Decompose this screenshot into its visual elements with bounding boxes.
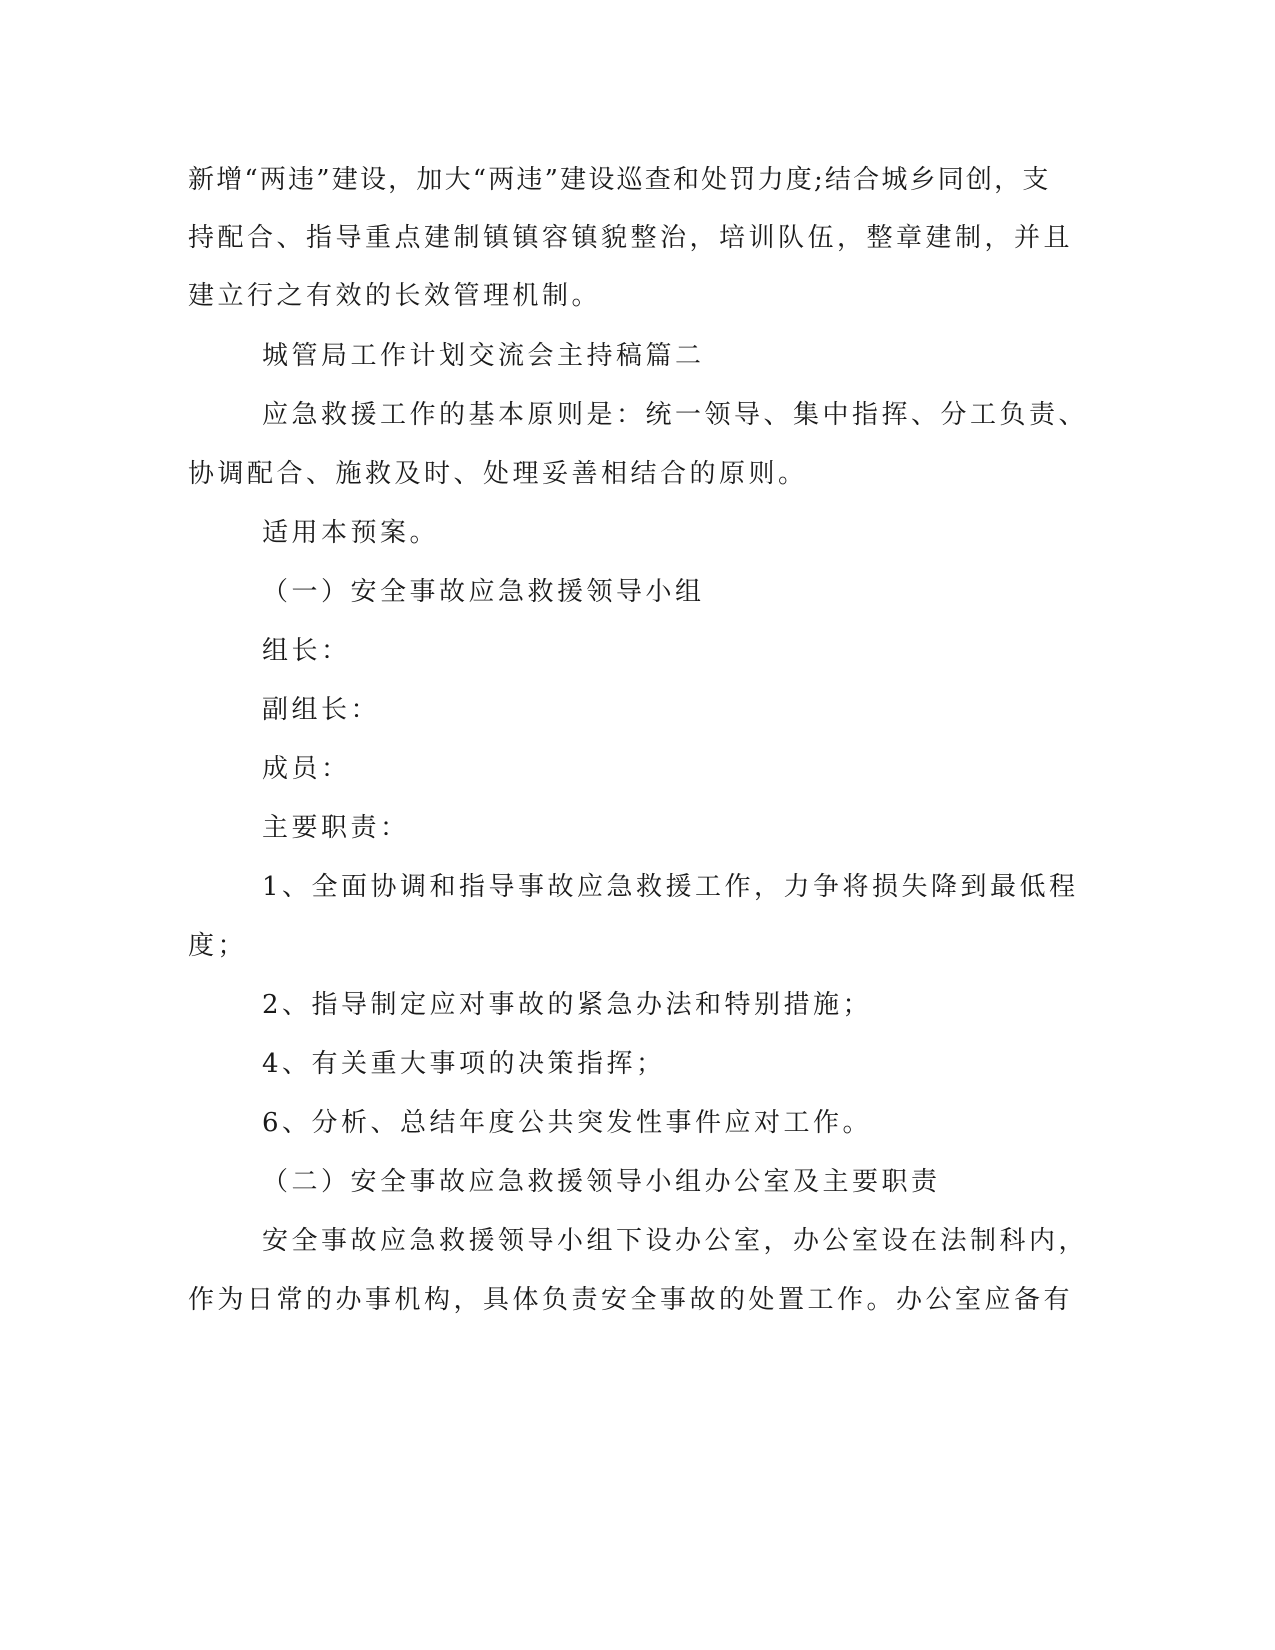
field-label: 组长： — [262, 636, 351, 666]
paragraph-line: 作为日常的办事机构，具体负责安全事故的处置工作。办公室应备有 — [188, 1285, 1074, 1315]
list-item: 2、指导制定应对事故的紧急办法和特别措施； — [262, 990, 873, 1020]
list-item-continuation: 度； — [188, 931, 248, 961]
field-label: 副组长： — [262, 695, 381, 725]
paragraph-line: 新增“两违”建设，加大“两违”建设巡查和处罚力度;结合城乡同创，支 — [188, 165, 1051, 195]
section-heading: 城管局工作计划交流会主持稿篇二 — [262, 341, 705, 371]
paragraph-line: 持配合、指导重点建制镇镇容镇貌整治，培训队伍，整章建制，并且 — [188, 223, 1074, 253]
subsection-heading: （一）安全事故应急救援领导小组 — [262, 577, 705, 607]
paragraph-line: 协调配合、施救及时、处理妥善相结合的原则。 — [188, 459, 808, 489]
field-label: 主要职责： — [262, 813, 410, 843]
paragraph-line: 适用本预案。 — [262, 518, 440, 548]
subsection-heading: （二）安全事故应急救援领导小组办公室及主要职责 — [262, 1167, 941, 1197]
paragraph-line: 应急救援工作的基本原则是：统一领导、集中指挥、分工负责、 — [262, 400, 1089, 430]
list-item: 1、全面协调和指导事故应急救援工作，力争将损失降到最低程 — [262, 872, 1079, 902]
list-item: 6、分析、总结年度公共突发性事件应对工作。 — [262, 1108, 873, 1138]
list-item: 4、有关重大事项的决策指挥； — [262, 1049, 666, 1079]
field-label: 成员： — [262, 754, 351, 784]
paragraph-line: 建立行之有效的长效管理机制。 — [188, 281, 602, 311]
paragraph-line: 安全事故应急救援领导小组下设办公室，办公室设在法制科内， — [262, 1226, 1089, 1256]
